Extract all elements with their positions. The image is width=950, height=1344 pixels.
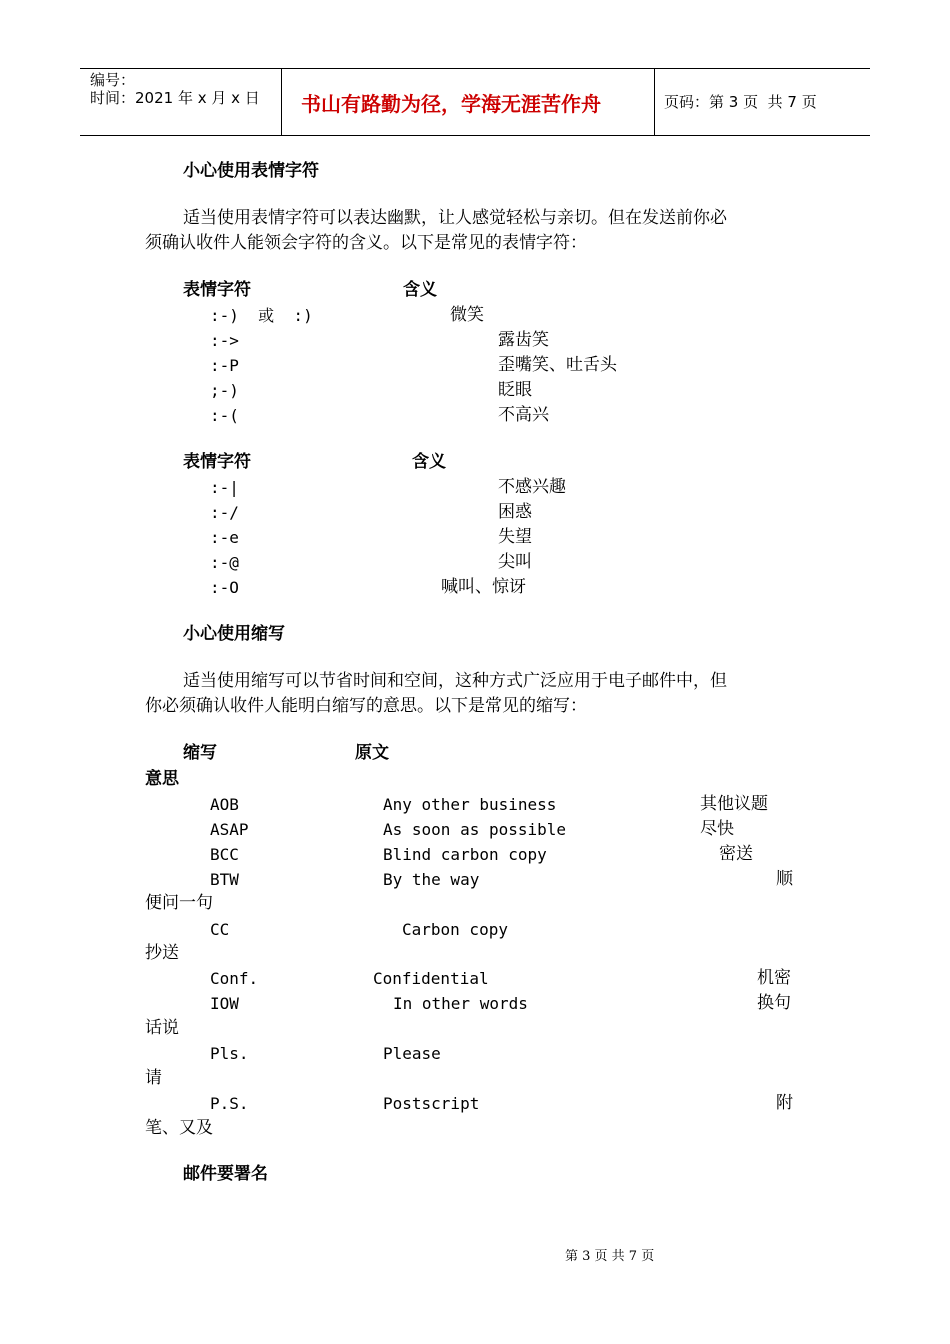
emoticon-meaning: 困惑	[498, 502, 532, 522]
abbreviation: Pls.	[210, 1044, 249, 1063]
abbreviation-meaning: 其他议题	[700, 794, 768, 814]
abbreviation-heading: 小心使用缩写	[183, 624, 285, 644]
abbreviation-col-abbr: 缩写	[183, 743, 217, 763]
abbreviation-full-text: Carbon copy	[402, 920, 508, 939]
abbreviation-full-text: Postscript	[383, 1094, 480, 1113]
abbreviation-full-text: Any other business	[383, 795, 557, 814]
emoticon-symbol: :-@	[210, 553, 239, 572]
header-time-label: 时间：2021 年 x 月 x 日	[90, 89, 260, 107]
abbreviation-meaning-wrap: 抄送	[145, 943, 179, 963]
page-footer: 第 3 页 共 7 页	[565, 1249, 655, 1264]
emoticon-symbol: :->	[210, 331, 239, 350]
emoticon-symbol: :-) 或 :)	[210, 306, 313, 325]
abbreviation-intro-line2: 你必须确认收件人能明白缩写的意思。以下是常见的缩写：	[145, 696, 587, 716]
abbreviation-full-text: Confidential	[373, 969, 489, 988]
abbreviation: CC	[210, 920, 230, 939]
abbreviation-meaning: 附	[776, 1093, 793, 1113]
abbreviation-meaning: 机密	[757, 968, 791, 988]
abbreviation-meaning: 尽快	[700, 819, 734, 839]
emoticon-meaning: 不感兴趣	[498, 477, 566, 497]
header-top-rule	[80, 68, 870, 69]
abbreviation-full-text: In other words	[393, 994, 528, 1013]
emoticon-meaning: 喊叫、惊讶	[441, 577, 526, 597]
emoticon-symbol: :-P	[210, 356, 239, 375]
signature-heading: 邮件要署名	[183, 1164, 268, 1184]
emoticon-intro-line2: 须确认收件人能领会字符的含义。以下是常见的表情字符：	[145, 233, 587, 253]
emoticon-symbol: :-e	[210, 528, 239, 547]
header-number-label: 编号：	[90, 71, 136, 89]
emoticon-heading: 小心使用表情字符	[183, 161, 319, 181]
abbreviation-intro-line1: 适当使用缩写可以节省时间和空间，这种方式广泛应用于电子邮件中，但	[183, 671, 727, 691]
abbreviation-meaning-wrap: 笔、又及	[145, 1118, 213, 1138]
emoticon-symbol: :-|	[210, 478, 239, 497]
emoticon-intro-line1: 适当使用表情字符可以表达幽默，让人感觉轻松与亲切。但在发送前你必	[183, 208, 727, 228]
header-page-info: 页码：第 3 页 共 7 页	[664, 93, 817, 111]
emoticon-meaning: 尖叫	[498, 552, 532, 572]
abbreviation-meaning-wrap: 便问一句	[145, 893, 213, 913]
abbreviation: P.S.	[210, 1094, 249, 1113]
abbreviation-meaning-wrap: 话说	[145, 1018, 179, 1038]
abbreviation-meaning: 密送	[719, 844, 753, 864]
emoticon-meaning: 眨眼	[498, 380, 532, 400]
emoticon-symbol: :-O	[210, 578, 239, 597]
abbreviation-meaning-wrap: 请	[145, 1068, 162, 1088]
emoticon-meaning: 微笑	[450, 305, 484, 325]
emoticon-table2-col-meaning: 含义	[412, 452, 446, 472]
abbreviation-full-text: As soon as possible	[383, 820, 567, 839]
abbreviation-col-full: 原文	[355, 743, 389, 763]
emoticon-symbol: :-(	[210, 406, 239, 425]
emoticon-meaning: 歪嘴笑、吐舌头	[498, 355, 617, 375]
header-bottom-rule	[80, 135, 870, 136]
emoticon-table2-col-symbol: 表情字符	[183, 452, 251, 472]
emoticon-symbol: :-/	[210, 503, 239, 522]
emoticon-table1-col-meaning: 含义	[403, 280, 437, 300]
abbreviation-meaning: 换句	[757, 993, 791, 1013]
abbreviation-full-text: Please	[383, 1044, 441, 1063]
abbreviation: Conf.	[210, 969, 259, 988]
abbreviation-col-meaning: 意思	[145, 769, 179, 789]
abbreviation: BTW	[210, 870, 239, 889]
abbreviation: AOB	[210, 795, 239, 814]
header-motto: 书山有路勤为径，学海无涯苦作舟	[301, 92, 601, 116]
abbreviation: IOW	[210, 994, 239, 1013]
abbreviation: ASAP	[210, 820, 249, 839]
emoticon-meaning: 失望	[498, 527, 532, 547]
abbreviation: BCC	[210, 845, 239, 864]
emoticon-meaning: 不高兴	[498, 405, 549, 425]
abbreviation-full-text: Blind carbon copy	[383, 845, 547, 864]
emoticon-meaning: 露齿笑	[498, 330, 549, 350]
abbreviation-meaning: 顺	[776, 869, 793, 889]
header-divider-right	[654, 68, 655, 136]
header-divider-left	[281, 68, 282, 136]
emoticon-table1-col-symbol: 表情字符	[183, 280, 251, 300]
abbreviation-full-text: By the way	[383, 870, 480, 889]
emoticon-symbol: ;-)	[210, 381, 239, 400]
